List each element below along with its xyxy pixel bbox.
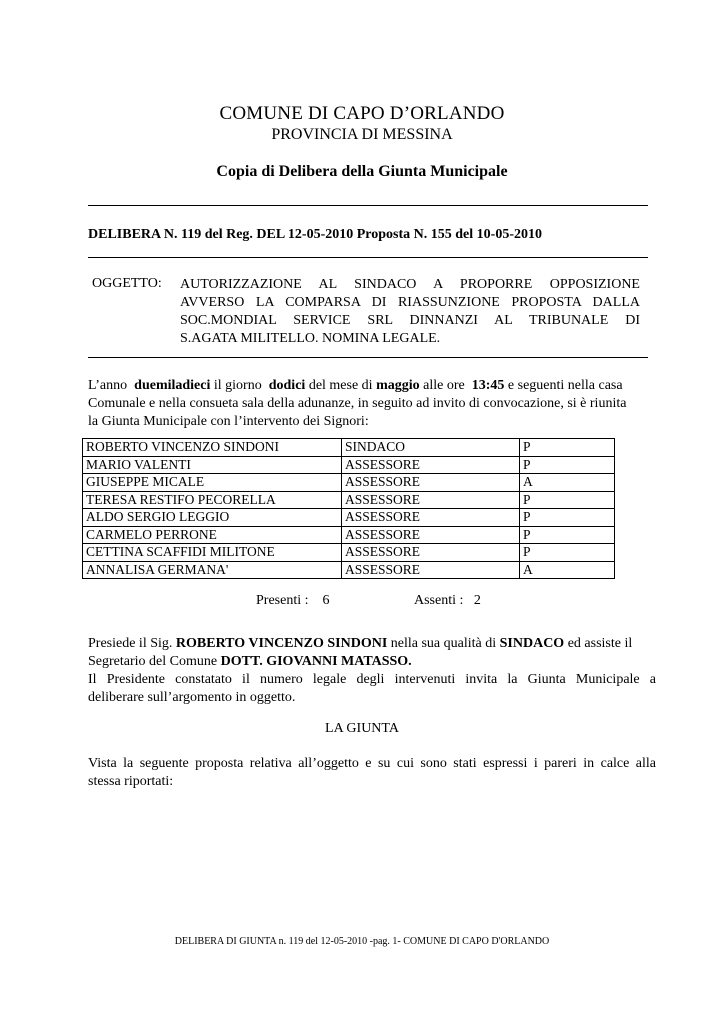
intro-text: L’anno	[88, 378, 128, 393]
assenti-count	[414, 593, 481, 609]
member-name: MARIO VALENTI	[83, 456, 342, 474]
assenti-value: 2	[473, 593, 481, 608]
oggetto-line: SOC.MONDIAL SERVICE SRL DINNANZI AL TRIBUNALE DI	[180, 313, 640, 328]
member-row	[83, 439, 615, 457]
oggetto-label: OGGETTO:	[92, 276, 162, 291]
presiede-line-4: deliberare sull’argomento in oggetto.	[88, 690, 296, 705]
oggetto-text	[180, 276, 640, 348]
intro-giorno: dodici	[268, 378, 306, 393]
member-name: CARMELO PERRONE	[83, 526, 342, 544]
member-row	[83, 474, 615, 492]
oggetto-line: AVVERSO LA COMPARSA DI RIASSUNZIONE PROPOSTA DALLA	[180, 295, 640, 310]
member-role: ASSESSORE	[342, 491, 520, 509]
member-role: SINDACO	[342, 439, 520, 457]
assenti-label: Assenti :	[414, 593, 464, 608]
member-role: ASSESSORE	[342, 509, 520, 527]
member-row	[83, 544, 615, 562]
presiede-text: nella sua qualità di	[390, 636, 497, 651]
presiede-paragraph	[88, 635, 656, 707]
intro-text: del mese di	[308, 378, 373, 393]
delibera-line: DELIBERA N. 119 del Reg. DEL 12-05-2010 Proposta N. 155 del 10-05-2010	[88, 227, 542, 242]
intro-mese: maggio	[376, 378, 420, 393]
vista-line-1: Vista la seguente proposta relativa all’oggetto e su cui sono stati espressi i pareri in calce alla	[88, 756, 656, 771]
member-role: ASSESSORE	[342, 544, 520, 562]
intro-paragraph	[88, 377, 656, 431]
member-status: A	[520, 561, 615, 579]
presenti-label: Presenti :	[256, 593, 309, 608]
members-table	[82, 438, 615, 579]
intro-ora: 13:45	[471, 378, 505, 393]
member-role: ASSESSORE	[342, 561, 520, 579]
member-role: ASSESSORE	[342, 474, 520, 492]
member-row	[83, 561, 615, 579]
intro-line-2: Comunale e nella consueta sala della adunanze, in seguito ad invito di convocazione, si è riunita	[88, 396, 627, 411]
member-status: P	[520, 509, 615, 527]
divider	[88, 357, 648, 358]
presiede-line-3: Il Presidente constatato il numero legale degli intervenuti invita la Giunta Municipale a	[88, 672, 656, 687]
presiede-text: Segretario del Comune	[88, 654, 218, 669]
presiede-line-1	[88, 635, 656, 653]
intro-line-1	[88, 377, 656, 395]
member-row	[83, 456, 615, 474]
vista-line-2: stessa riportati:	[88, 774, 174, 789]
member-row	[83, 491, 615, 509]
presidente-name: ROBERTO VINCENZO SINDONI	[175, 636, 388, 651]
divider	[88, 257, 648, 258]
provincia-title: PROVINCIA DI MESSINA	[271, 126, 453, 143]
vista-paragraph	[88, 755, 656, 791]
member-status: P	[520, 491, 615, 509]
la-giunta-heading: LA GIUNTA	[325, 721, 399, 736]
member-row	[83, 509, 615, 527]
member-row	[83, 526, 615, 544]
intro-anno: duemiladieci	[134, 378, 211, 393]
divider	[88, 205, 648, 206]
presidente-carica: SINDACO	[499, 636, 565, 651]
presiede-text: ed assiste il	[567, 636, 633, 651]
member-name: ROBERTO VINCENZO SINDONI	[83, 439, 342, 457]
member-name: ANNALISA GERMANA'	[83, 561, 342, 579]
presenti-value: 6	[322, 593, 330, 608]
member-name: GIUSEPPE MICALE	[83, 474, 342, 492]
members-table-body	[83, 439, 615, 579]
member-status: P	[520, 439, 615, 457]
oggetto-line: AUTORIZZAZIONE AL SINDACO A PROPORRE OPPOSIZIONE	[180, 277, 640, 292]
intro-text: e seguenti nella casa	[507, 378, 623, 393]
member-name: ALDO SERGIO LEGGIO	[83, 509, 342, 527]
comune-title: COMUNE DI CAPO D’ORLANDO	[219, 103, 505, 124]
page-footer: DELIBERA DI GIUNTA n. 119 del 12-05-2010 -pag. 1- COMUNE DI CAPO D'ORLANDO	[174, 936, 550, 947]
document-type-title: Copia di Delibera della Giunta Municipale	[216, 163, 508, 180]
intro-line-3: la Giunta Municipale con l’intervento dei Signori:	[88, 414, 369, 429]
presenti-count	[256, 593, 330, 609]
member-name: TERESA RESTIFO PECORELLA	[83, 491, 342, 509]
member-status: P	[520, 526, 615, 544]
intro-text: il giorno	[213, 378, 262, 393]
member-role: ASSESSORE	[342, 526, 520, 544]
presiede-line-2	[88, 653, 656, 671]
segretario-name: DOTT. GIOVANNI MATASSO.	[220, 654, 412, 669]
member-status: P	[520, 456, 615, 474]
oggetto-line: S.AGATA MILITELLO. NOMINA LEGALE.	[180, 331, 441, 346]
member-status: A	[520, 474, 615, 492]
intro-text: alle ore	[423, 378, 465, 393]
member-name: CETTINA SCAFFIDI MILITONE	[83, 544, 342, 562]
presiede-text: Presiede il Sig.	[88, 636, 173, 651]
member-role: ASSESSORE	[342, 456, 520, 474]
member-status: P	[520, 544, 615, 562]
